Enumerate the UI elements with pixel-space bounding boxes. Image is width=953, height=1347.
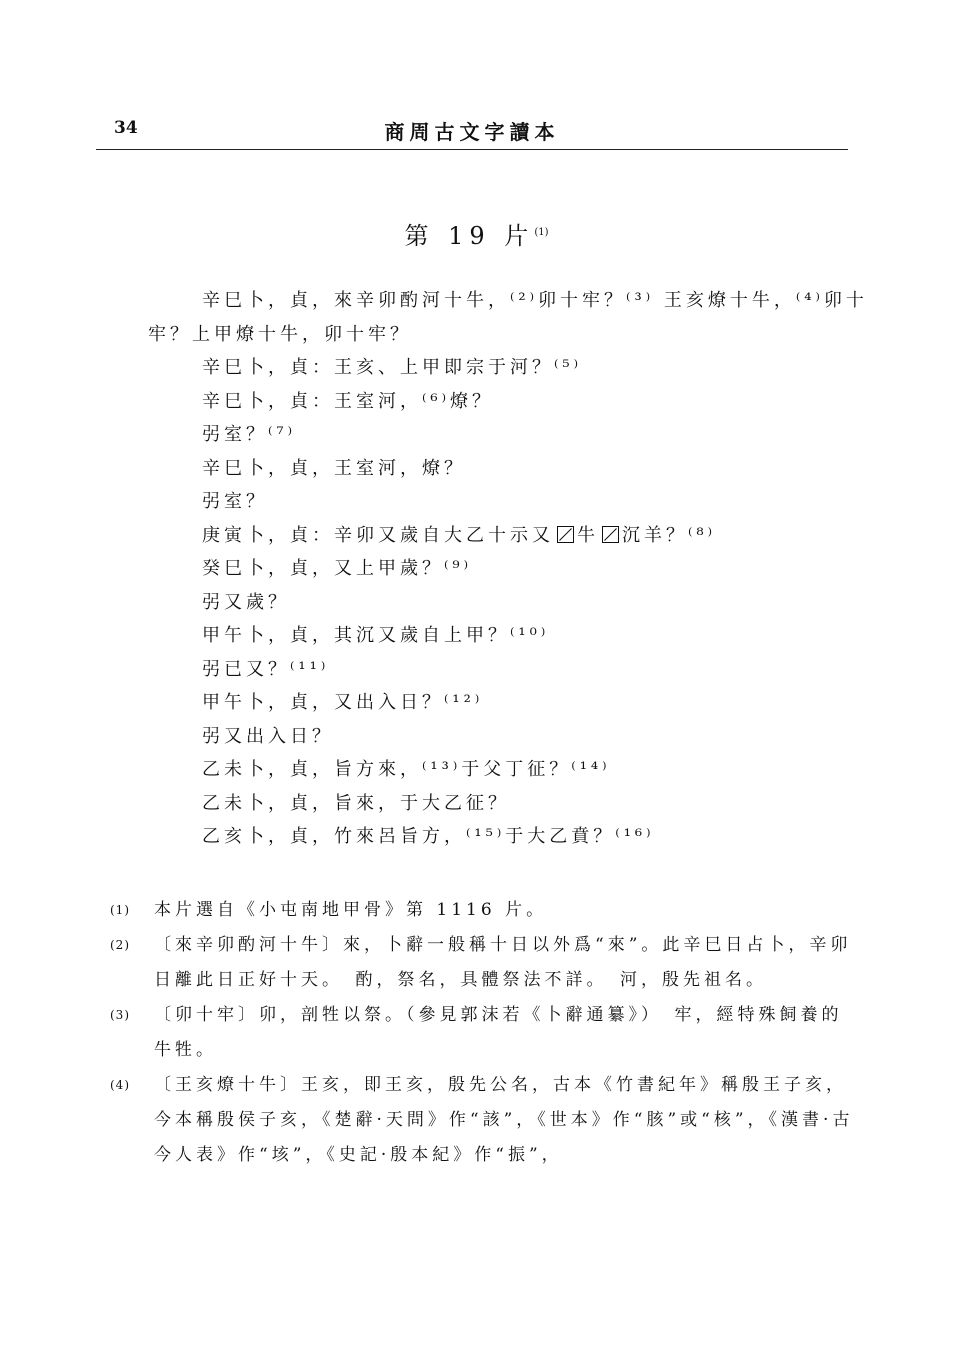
inscription-line: 甲午卜，貞，其沉又歲自上甲？⁽¹⁰⁾ [202,625,550,646]
section-title-note: (1) [534,227,549,238]
running-title: 商周古文字讀本 [384,120,560,144]
footnote [110,893,855,928]
inscription-line: 甲午卜，貞，又出入日？⁽¹²⁾ [202,692,484,713]
inscription-line: 辛巳卜，貞：王亥、上甲即宗于河？⁽⁵⁾ [202,357,583,378]
inscription-line: 辛巳卜，貞：王室河，⁽⁶⁾燎？ [202,390,495,412]
footnote-text: 〔王亥燎十牛〕王亥，即王亥，殷先公名，古本《竹書紀年》稱殷王子亥，今本稱殷侯子亥，《楚辭·天問》作“該”，《世本》作“胲”或“核”，《漢書·古今人表》作“垓”，《史記·殷本紀》作“振”， [154,1075,854,1165]
inscription-line: 乙未卜，貞，旨來，于大乙征？ [202,792,510,814]
inscription-line-middle: 牛 [577,524,599,546]
inscription-text [148,284,868,854]
section-title [0,216,953,251]
inscription-line: 辛巳卜，貞，王室河，燎？ [202,457,466,479]
inscription-line [148,519,848,553]
inscription-line: 辛巳卜，貞，來辛卯酌河十牛，⁽²⁾卯十牢？⁽³⁾ 王亥燎十牛，⁽⁴⁾卯十 [202,290,868,311]
footnote [110,1068,855,1173]
inscription-line: 弜又出入日？ [202,725,334,747]
footnote-number: (2) [110,938,130,952]
inscription-line: 弜室？ [202,491,268,512]
footnote [110,998,855,1068]
inscription-line: 乙未卜，貞，旨方來，⁽¹³⁾于父丁征？⁽¹⁴⁾ [202,759,611,780]
inscription-line: 癸巳卜，貞，又上甲歲？⁽⁹⁾ [202,558,473,579]
section-title-text: 第 19 片 [404,222,535,250]
page-header [96,112,848,152]
inscription-line-end: 沉羊？⁽⁸⁾ [622,524,717,546]
footnote-number: (1) [110,903,130,917]
inscription-line: 弜已又？⁽¹¹⁾ [202,658,330,680]
footnote-text: 本片選自《小屯南地甲骨》第 1116 片。 [154,900,548,920]
inscription-line: 牢？上甲燎十牛，卯十牢？ [148,323,412,345]
header-rule [96,149,848,150]
footnote-number: (3) [110,1008,130,1022]
footnote-number: (4) [110,1078,130,1092]
inscription-line: 弜室？⁽⁷⁾ [202,424,297,445]
page-number: 34 [114,118,138,138]
footnote [110,928,855,998]
missing-character-box [557,526,574,543]
footnote-text: 〔卯十牢〕卯，剖牲以祭。（參見郭沫若《卜辭通纂》） 牢，經特殊飼養的牛牲。 [154,1005,843,1060]
missing-character-box [602,526,619,543]
inscription-line-start: 庚寅卜，貞：辛卯又歲自大乙十示又 [202,524,554,546]
footnote-text: 〔來辛卯酌河十牛〕來，卜辭一般稱十日以外爲“來”。此辛巳日占卜，辛卯日離此日正好十天。 酌，祭名，具體祭法不詳。 河，殷先祖名。 [154,935,852,990]
inscription-line: 乙亥卜，貞，竹來呂旨方，⁽¹⁵⁾于大乙賁？⁽¹⁶⁾ [202,826,655,847]
inscription-line: 弜又歲？ [202,591,290,613]
footnotes [110,893,855,1173]
